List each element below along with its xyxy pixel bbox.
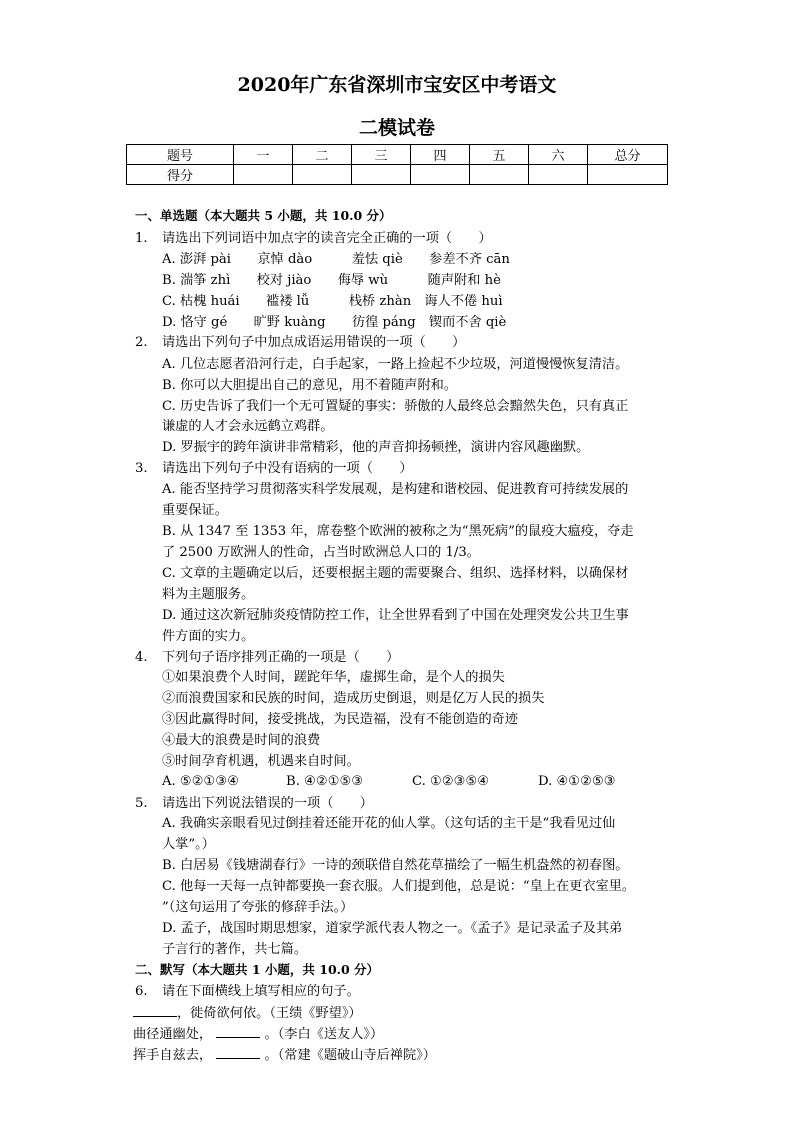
q3-option-b-line2: 了 2500 万欧洲人的性命，占当时欧洲总人口的 1/3。 [162,545,480,560]
q4-number: 4. [135,650,148,665]
q1-option-c: C. 枯槐 huái 褴褛 lǚ 栈桥 zhàn 诲人不倦 huì [162,294,503,309]
q1-number: 1. [135,231,148,246]
q3-option-d-line2: 件方面的实力。 [162,629,255,644]
q1-stem: 请选出下列词语中加点字的读音完全正确的一项（ ） [162,231,492,246]
score-cell [293,165,352,185]
score-header-cell: 总分 [588,145,668,165]
q3-stem: 请选出下列句子中没有语病的一项（ ） [162,461,413,476]
score-cell [411,165,470,185]
score-row-label: 得分 [127,165,234,185]
q6-line-2-suffix: 。（李白《送友人》） [264,1027,384,1042]
q4-option-a: A. ⑤②①③④ [162,774,240,789]
q4-stem: 下列句子语序排列正确的一项是（ ） [162,650,400,665]
q2-option-a: A. 几位志愿者沿河行走，白手起家，一路上捡起不少垃圾，河道慢慢恢复清洁。 [162,357,629,372]
q5-option-b: B. 白居易《钱塘湖春行》一诗的颈联借自然花草描绘了一幅生机盎然的初春图。 [162,858,629,873]
q5-option-c-line1: C. 他每一天每一点钟都要换一套衣服。人们提到他，总是说：“皇上在更衣室里。 [162,879,636,894]
q4-sentence-4: ④最大的浪费是时间的浪费 [162,733,321,748]
q5-option-d-line1: D. 孟子，战国时期思想家，道家学派代表人物之一。《孟子》是记录孟子及其弟 [162,921,623,936]
q2-stem: 请选出下列句子中加点成语运用错误的一项（ ） [162,335,466,350]
q4-option-c: C. ①②③⑤④ [412,774,490,789]
q4-sentence-2: ②而浪费国家和民族的时间，造成历史倒退，则是亿万人民的损失 [162,691,545,706]
q6-line-1 [133,1003,362,1024]
q2-option-c-line1: C. 历史告诉了我们一个无可置疑的事实：骄傲的人最终总会黯然失色，只有真正 [162,399,629,414]
q6-blank-3[interactable] [216,1045,260,1059]
q3-option-b-line1: B. 从 1347 至 1353 年，席卷整个欧洲的被称之为“黑死病”的鼠疫大瘟疫，夺走 [162,524,634,539]
score-header-cell: 二 [293,145,352,165]
score-table-score-row [127,165,668,185]
score-header-cell: 五 [470,145,529,165]
score-header-cell: 四 [411,145,470,165]
q6-line-3-suffix: 。（常建《题破山寺后禅院》） [264,1048,436,1063]
q1-option-d: D. 恪守 gé 旷野 kuàng 彷徨 páng 锲而不舍 qiè [162,315,507,330]
q5-option-c-line2: ”（这句运用了夸张的修辞手法。） [162,900,354,915]
q6-stem: 请在下面横线上填写相应的句子。 [162,984,360,999]
q6-number: 6. [135,984,148,999]
q2-number: 2. [135,335,148,350]
score-header-cell: 三 [352,145,411,165]
q6-blank-1[interactable] [133,1003,177,1017]
q6-line-2-prefix: 曲径通幽处， [133,1027,213,1042]
q3-option-c-line1: C. 文章的主题确定以后，还要根据主题的需要聚合、组织、选择材料，以确保材 [162,566,629,581]
q6-line-2 [133,1024,383,1045]
section2-heading: 二、默写（本大题共 1 小题，共 10.0 分） [135,962,380,977]
q2-option-b: B. 你可以大胆提出自己的意见，用不着随声附和。 [162,378,458,393]
q3-option-c-line2: 料为主题服务。 [162,587,255,602]
score-header-cell: 一 [234,145,293,165]
q5-stem: 请选出下列说法错误的一项（ ） [162,796,373,811]
score-cell [234,165,293,185]
q2-option-c-line2: 谦虚的人才会永远鹤立鸡群。 [162,419,334,434]
q4-option-d: D. ④①②⑤③ [538,774,616,789]
score-cell [529,165,588,185]
q6-line-3 [133,1045,436,1066]
exam-title-line1: 2020年广东省深圳市宝安区中考语文 [237,74,557,96]
q4-option-b: B. ④②①⑤③ [286,774,364,789]
score-table-header-row [127,145,668,165]
q6-line-3-prefix: 挥手自兹去， [133,1048,213,1063]
q5-number: 5. [135,796,148,811]
score-cell [588,165,668,185]
q5-option-d-line2: 子言行的著作，共七篇。 [162,942,308,957]
q3-option-a-line2: 重要保证。 [162,503,228,518]
q6-line-1-text: ，徙倚欲何依。（王绩《野望》） [177,1006,362,1021]
q3-option-d-line1: D. 通过这次新冠肺炎疫情防控工作，让全世界看到了中国在处理突发公共卫生事 [162,608,629,623]
section1-heading: 一、单选题（本大题共 5 小题，共 10.0 分） [135,208,392,223]
q1-option-b: B. 湍筝 zhì 校对 jiào 侮辱 wù 随声附和 hè [162,273,501,288]
score-header-cell: 题号 [127,145,234,165]
q4-sentence-5: ⑤时间孕育机遇，机遇来自时间。 [162,754,360,769]
score-cell [352,165,411,185]
q4-sentence-1: ①如果浪费个人时间，蹉跎年华，虚掷生命，是个人的损失 [162,670,505,685]
q1-option-a: A. 澎湃 pài 京悼 dào 羞怯 qiè 参差不齐 cān [162,252,510,267]
q4-sentence-3: ③因此赢得时间，接受挑战，为民造福，没有不能创造的奇迹 [162,712,519,727]
score-header-cell: 六 [529,145,588,165]
q5-option-a-line2: 人掌”。） [162,837,215,852]
score-table [126,144,668,185]
q3-number: 3. [135,461,148,476]
q5-option-a-line1: A. 我确实亲眼看见过倒挂着还能开花的仙人掌。（这句话的主干是“我看见过仙 [162,816,616,831]
exam-title-line2: 二模试卷 [358,117,435,139]
score-cell [470,165,529,185]
q2-option-d: D. 罗振宇的跨年演讲非常精彩，他的声音抑扬顿挫，演讲内容风趣幽默。 [162,440,590,455]
q6-blank-2[interactable] [216,1024,260,1038]
q3-option-a-line1: A. 能否坚持学习贯彻落实科学发展观，是构建和谐校园、促进教育可持续发展的 [162,482,629,497]
